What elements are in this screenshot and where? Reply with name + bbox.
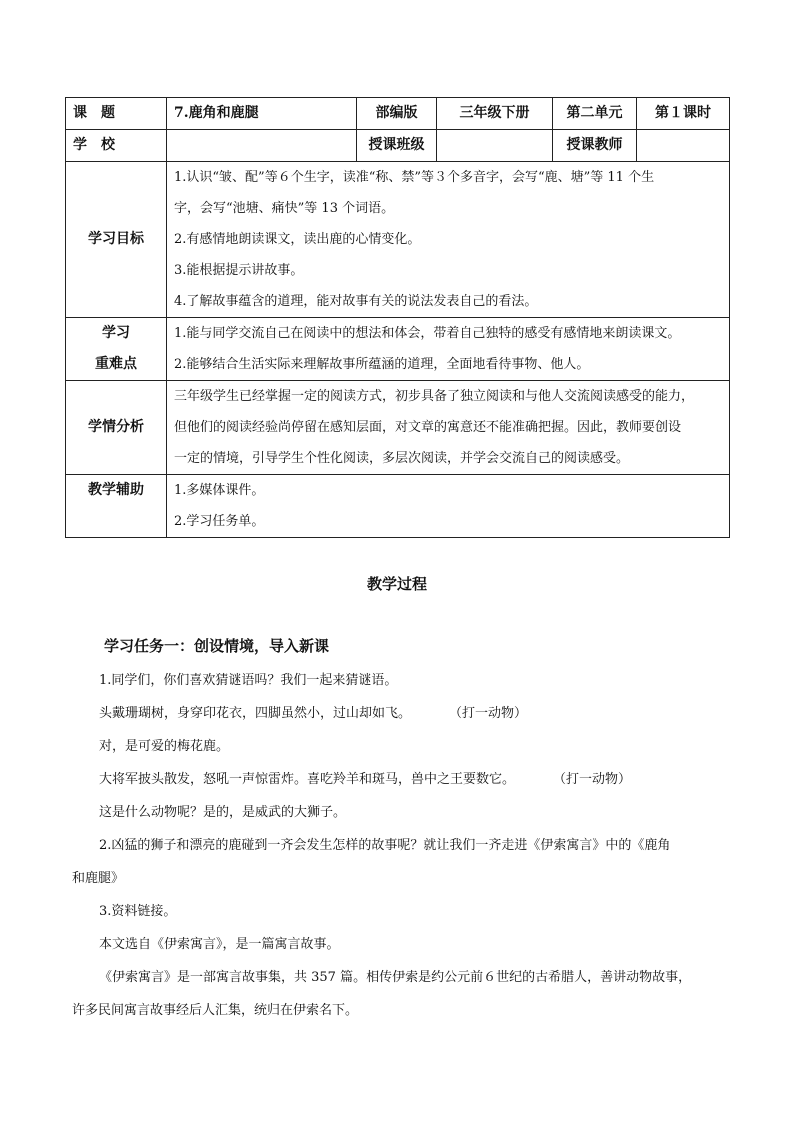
- aid-item-1: 1.多媒体课件。: [174, 483, 265, 498]
- analysis-line-3: 一定的情境，引导学生个性化阅读，多层次阅读，并学会交流自己的阅读感受。: [174, 451, 630, 466]
- period: 第１课时: [637, 98, 730, 130]
- difficulty-item-1: 1.能与同学交流自己在阅读中的想法和体会，带着自己独特的感受有感情地来朗读课文。: [174, 326, 681, 341]
- difficulties-label-line-1: 学习: [102, 325, 130, 341]
- aid-item-2: 2.学习任务单。: [174, 514, 265, 529]
- paragraph-4: 本文选自《伊索寓言》，是一篇寓言故事。: [99, 937, 340, 952]
- analysis-label: 学情分析: [66, 381, 167, 475]
- riddle-1-line: [72, 697, 732, 730]
- difficulty-item-2: 2.能够结合生活实际来理解故事所蕴涵的道理，全面地看待事物、他人。: [174, 357, 590, 372]
- lesson-title: 7.鹿角和鹿腿: [167, 98, 357, 130]
- teacher-label: 授课教师: [553, 130, 637, 162]
- paragraph-5-line-2: 许多民间寓言故事经后人汇集，统归在伊索名下。: [72, 1003, 359, 1018]
- edition: 部编版: [357, 98, 437, 130]
- lesson-plan-table: [65, 97, 730, 538]
- goals-row: [66, 162, 730, 318]
- goals-content: [167, 162, 730, 318]
- school-value: [167, 130, 357, 162]
- difficulties-label-line-2: 重难点: [95, 356, 137, 372]
- aids-content: [167, 475, 730, 538]
- riddle-2-hint: （打一动物）: [553, 772, 632, 787]
- goal-item-1-line-2: 字，会写“池塘、痛快”等 13 个词语。: [174, 201, 395, 216]
- difficulties-content: [167, 318, 730, 381]
- teaching-process-title: 教学过程: [366, 575, 427, 593]
- analysis-content: [167, 381, 730, 475]
- riddle-1: 头戴珊瑚树，身穿印花衣，四脚虽然小，过山却如飞。: [99, 706, 412, 721]
- goals-label: 学习目标: [66, 162, 167, 318]
- goal-item-4: 4.了解故事蕴含的道理，能对故事有关的说法发表自己的看法。: [174, 294, 538, 309]
- riddle-2-line: [72, 763, 732, 796]
- header-row: [66, 98, 730, 130]
- paragraph-3: 3.资料链接。: [99, 904, 177, 919]
- riddle-1-hint: （打一动物）: [449, 706, 528, 721]
- paragraph-5-line-1: 《伊索寓言》是一部寓言故事集，共 357 篇。相传伊索是约公元前６世纪的古希腊人，善讲动物故事，: [99, 970, 692, 985]
- answer-1: 对，是可爱的梅花鹿。: [99, 739, 230, 754]
- analysis-row: [66, 381, 730, 475]
- goal-item-1-line-1: 1.认识“皱、配”等６个生字，读准“称、禁”等３个多音字，会写“鹿、塘”等 11 个生: [174, 170, 655, 185]
- answer-2: 这是什么动物呢？是的，是威武的大狮子。: [99, 805, 347, 820]
- analysis-line-2: 但他们的阅读经验尚停留在感知层面，对文章的寓意还不能准确把握。因此，教师要创设: [174, 420, 682, 435]
- school-row: [66, 130, 730, 162]
- grade: 三年级下册: [437, 98, 553, 130]
- goal-item-2: 2.有感情地朗读课文，读出鹿的心情变化。: [174, 232, 421, 247]
- paragraph-2-line-1: 2.凶猛的狮子和漂亮的鹿碰到一齐会发生怎样的故事呢？就让我们一齐走进《伊索寓言》中的《鹿角: [99, 838, 671, 853]
- teaching-process-body: [72, 664, 732, 1027]
- difficulties-label: [66, 318, 167, 381]
- school-label: 学 校: [66, 130, 167, 162]
- teacher-value: [637, 130, 730, 162]
- analysis-line-1: 三年级学生已经掌握一定的阅读方式，初步具备了独立阅读和与他人交流阅读感受的能力，: [174, 389, 695, 404]
- paragraph-2-line-2: 和鹿腿》: [72, 871, 125, 886]
- riddle-2: 大将军披头散发，怒吼一声惊雷炸。喜吃羚羊和斑马，兽中之王要数它。: [99, 772, 516, 787]
- aids-label: 教学辅助: [66, 475, 167, 538]
- aids-row: [66, 475, 730, 538]
- difficulties-row: [66, 318, 730, 381]
- task-1-title: 学习任务一：创设情境，导入新课: [104, 637, 330, 655]
- unit: 第二单元: [553, 98, 637, 130]
- class-value: [437, 130, 553, 162]
- course-label: 课 题: [66, 98, 167, 130]
- paragraph-1: 1.同学们，你们喜欢猜谜语吗？我们一起来猜谜语。: [99, 673, 398, 688]
- class-label: 授课班级: [357, 130, 437, 162]
- goal-item-3: 3.能根据提示讲故事。: [174, 263, 304, 278]
